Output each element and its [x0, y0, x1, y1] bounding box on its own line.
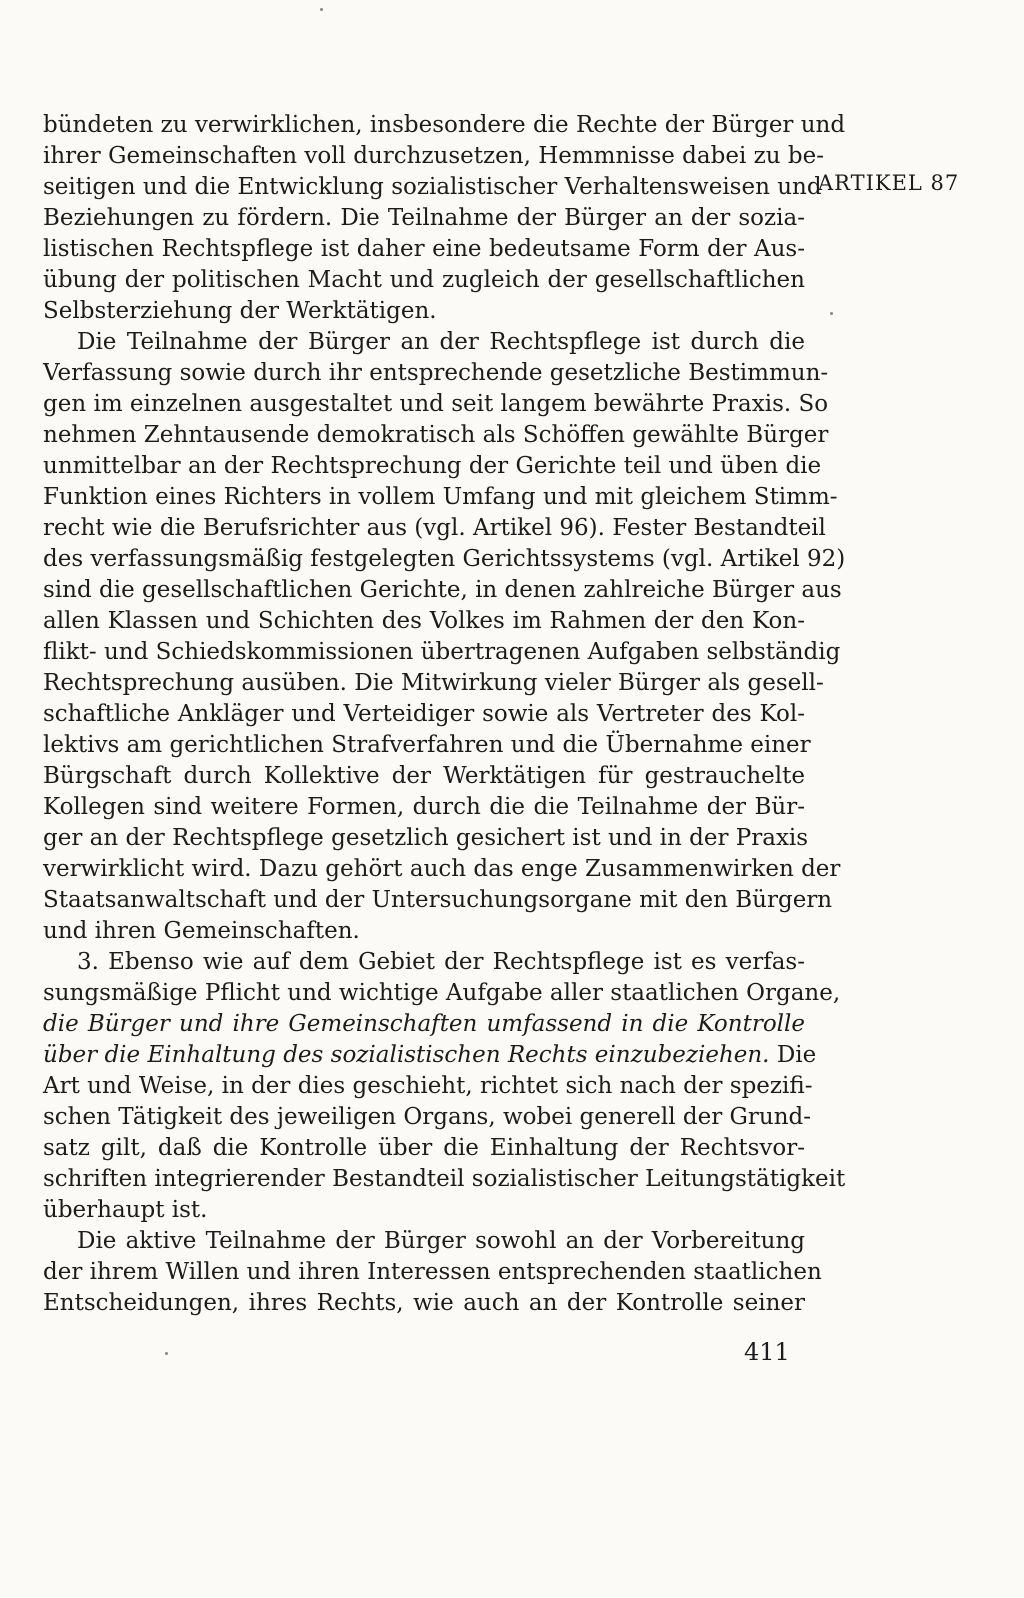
text-line: schriften integrierender Bestandteil sozialistischer Leitungstätigkeit: [43, 1166, 846, 1192]
text-line: satz gilt, daß die Kontrolle über die Einhaltung der Rechtsvor-: [43, 1135, 805, 1161]
page-number: 411: [744, 1338, 790, 1366]
text-line: allen Klassen und Schichten des Volkes im Rahmen der den Kon-: [43, 608, 805, 634]
italic-text-span: über die Einhaltung des sozialistischen Rechts einzubeziehen.: [43, 1042, 770, 1068]
text-line: ger an der Rechtspflege gesetzlich gesichert ist und in der Praxis: [43, 825, 809, 851]
text-line: recht wie die Berufsrichter aus (vgl. Artikel 96). Fester Bestandteil: [43, 515, 826, 541]
text-line: Staatsanwaltschaft und der Untersuchungsorgane mit den Bürgern: [43, 887, 833, 913]
text-line: listischen Rechtspflege ist daher eine bedeutsame Form der Aus-: [43, 236, 805, 262]
paper-speck: [165, 1352, 168, 1355]
text-line: schen Tätigkeit des jeweiligen Organs, wobei generell der Grund-: [43, 1104, 811, 1130]
text-line: schaftliche Ankläger und Verteidiger sowie als Vertreter des Kol-: [43, 701, 805, 727]
text-line: verwirklicht wird. Dazu gehört auch das enge Zusammenwirken der: [43, 856, 841, 882]
text-line: Art und Weise, in der dies geschieht, richtet sich nach der spezifi-: [43, 1073, 813, 1099]
text-line: Die Teilnahme der Bürger an der Rechtspflege ist durch die: [77, 329, 805, 355]
text-line: des verfassungsmäßig festgelegten Gerichtssystems (vgl. Artikel 92): [43, 546, 846, 572]
text-line: Verfassung sowie durch ihr entsprechende gesetzliche Bestimmun-: [43, 360, 829, 386]
text-span: Die: [776, 1042, 817, 1068]
text-line: Beziehungen zu fördern. Die Teilnahme der Bürger an der sozia-: [43, 205, 805, 231]
text-line: Bürgschaft durch Kollektive der Werktätigen für gestrauchelte: [43, 763, 805, 789]
text-line: [43, 1040, 817, 1071]
text-line: der ihrem Willen und ihren Interessen entsprechenden staatlichen: [43, 1259, 822, 1285]
body-text: [43, 110, 846, 1319]
margin-article-reference: ARTIKEL 87: [818, 171, 960, 195]
text-line: Kollegen sind weitere Formen, durch die die Teilnahme der Bür-: [43, 794, 805, 820]
text-line: gen im einzelnen ausgestaltet und seit langem bewährte Praxis. So: [43, 391, 829, 417]
text-line: Die aktive Teilnahme der Bürger sowohl an der Vorbereitung: [77, 1228, 805, 1254]
paper-speck: [830, 312, 833, 315]
text-line: lektivs am gerichtlichen Strafverfahren und die Übernahme einer: [43, 732, 811, 758]
text-line: 3. Ebenso wie auf dem Gebiet der Rechtspflege ist es verfas-: [77, 949, 805, 975]
text-line: Rechtsprechung ausüben. Die Mitwirkung vieler Bürger als gesell-: [43, 670, 824, 696]
text-line: seitigen und die Entwicklung sozialistischer Verhaltensweisen und: [43, 174, 822, 200]
paper-speck: [320, 8, 323, 11]
text-line: unmittelbar an der Rechtsprechung der Gerichte teil und üben die: [43, 453, 822, 479]
text-line: Selbsterziehung der Werktätigen.: [43, 298, 437, 324]
text-line: sind die gesellschaftlichen Gerichte, in denen zahlreiche Bürger aus: [43, 577, 842, 603]
text-line: übung der politischen Macht und zugleich der gesellschaftlichen: [43, 267, 805, 293]
text-line: und ihren Gemeinschaften.: [43, 918, 360, 944]
text-line: ihrer Gemeinschaften voll durchzusetzen, Hemmnisse dabei zu be-: [43, 143, 824, 169]
text-line: nehmen Zehntausende demokratisch als Schöffen gewählte Bürger: [43, 422, 829, 448]
text-line: flikt- und Schiedskommissionen übertragenen Aufgaben selbständig: [43, 639, 841, 665]
text-line: überhaupt ist.: [43, 1197, 208, 1223]
italic-text-line: die Bürger und ihre Gemeinschaften umfassend in die Kontrolle: [43, 1011, 805, 1037]
text-line: sungsmäßige Pflicht und wichtige Aufgabe aller staatlichen Organe,: [43, 980, 841, 1006]
text-line: bündeten zu verwirklichen, insbesondere die Rechte der Bürger und: [43, 112, 846, 138]
text-line: Entscheidungen, ihres Rechts, wie auch an der Kontrolle seiner: [43, 1290, 805, 1316]
text-line: Funktion eines Richters in vollem Umfang und mit gleichem Stimm-: [43, 484, 838, 510]
